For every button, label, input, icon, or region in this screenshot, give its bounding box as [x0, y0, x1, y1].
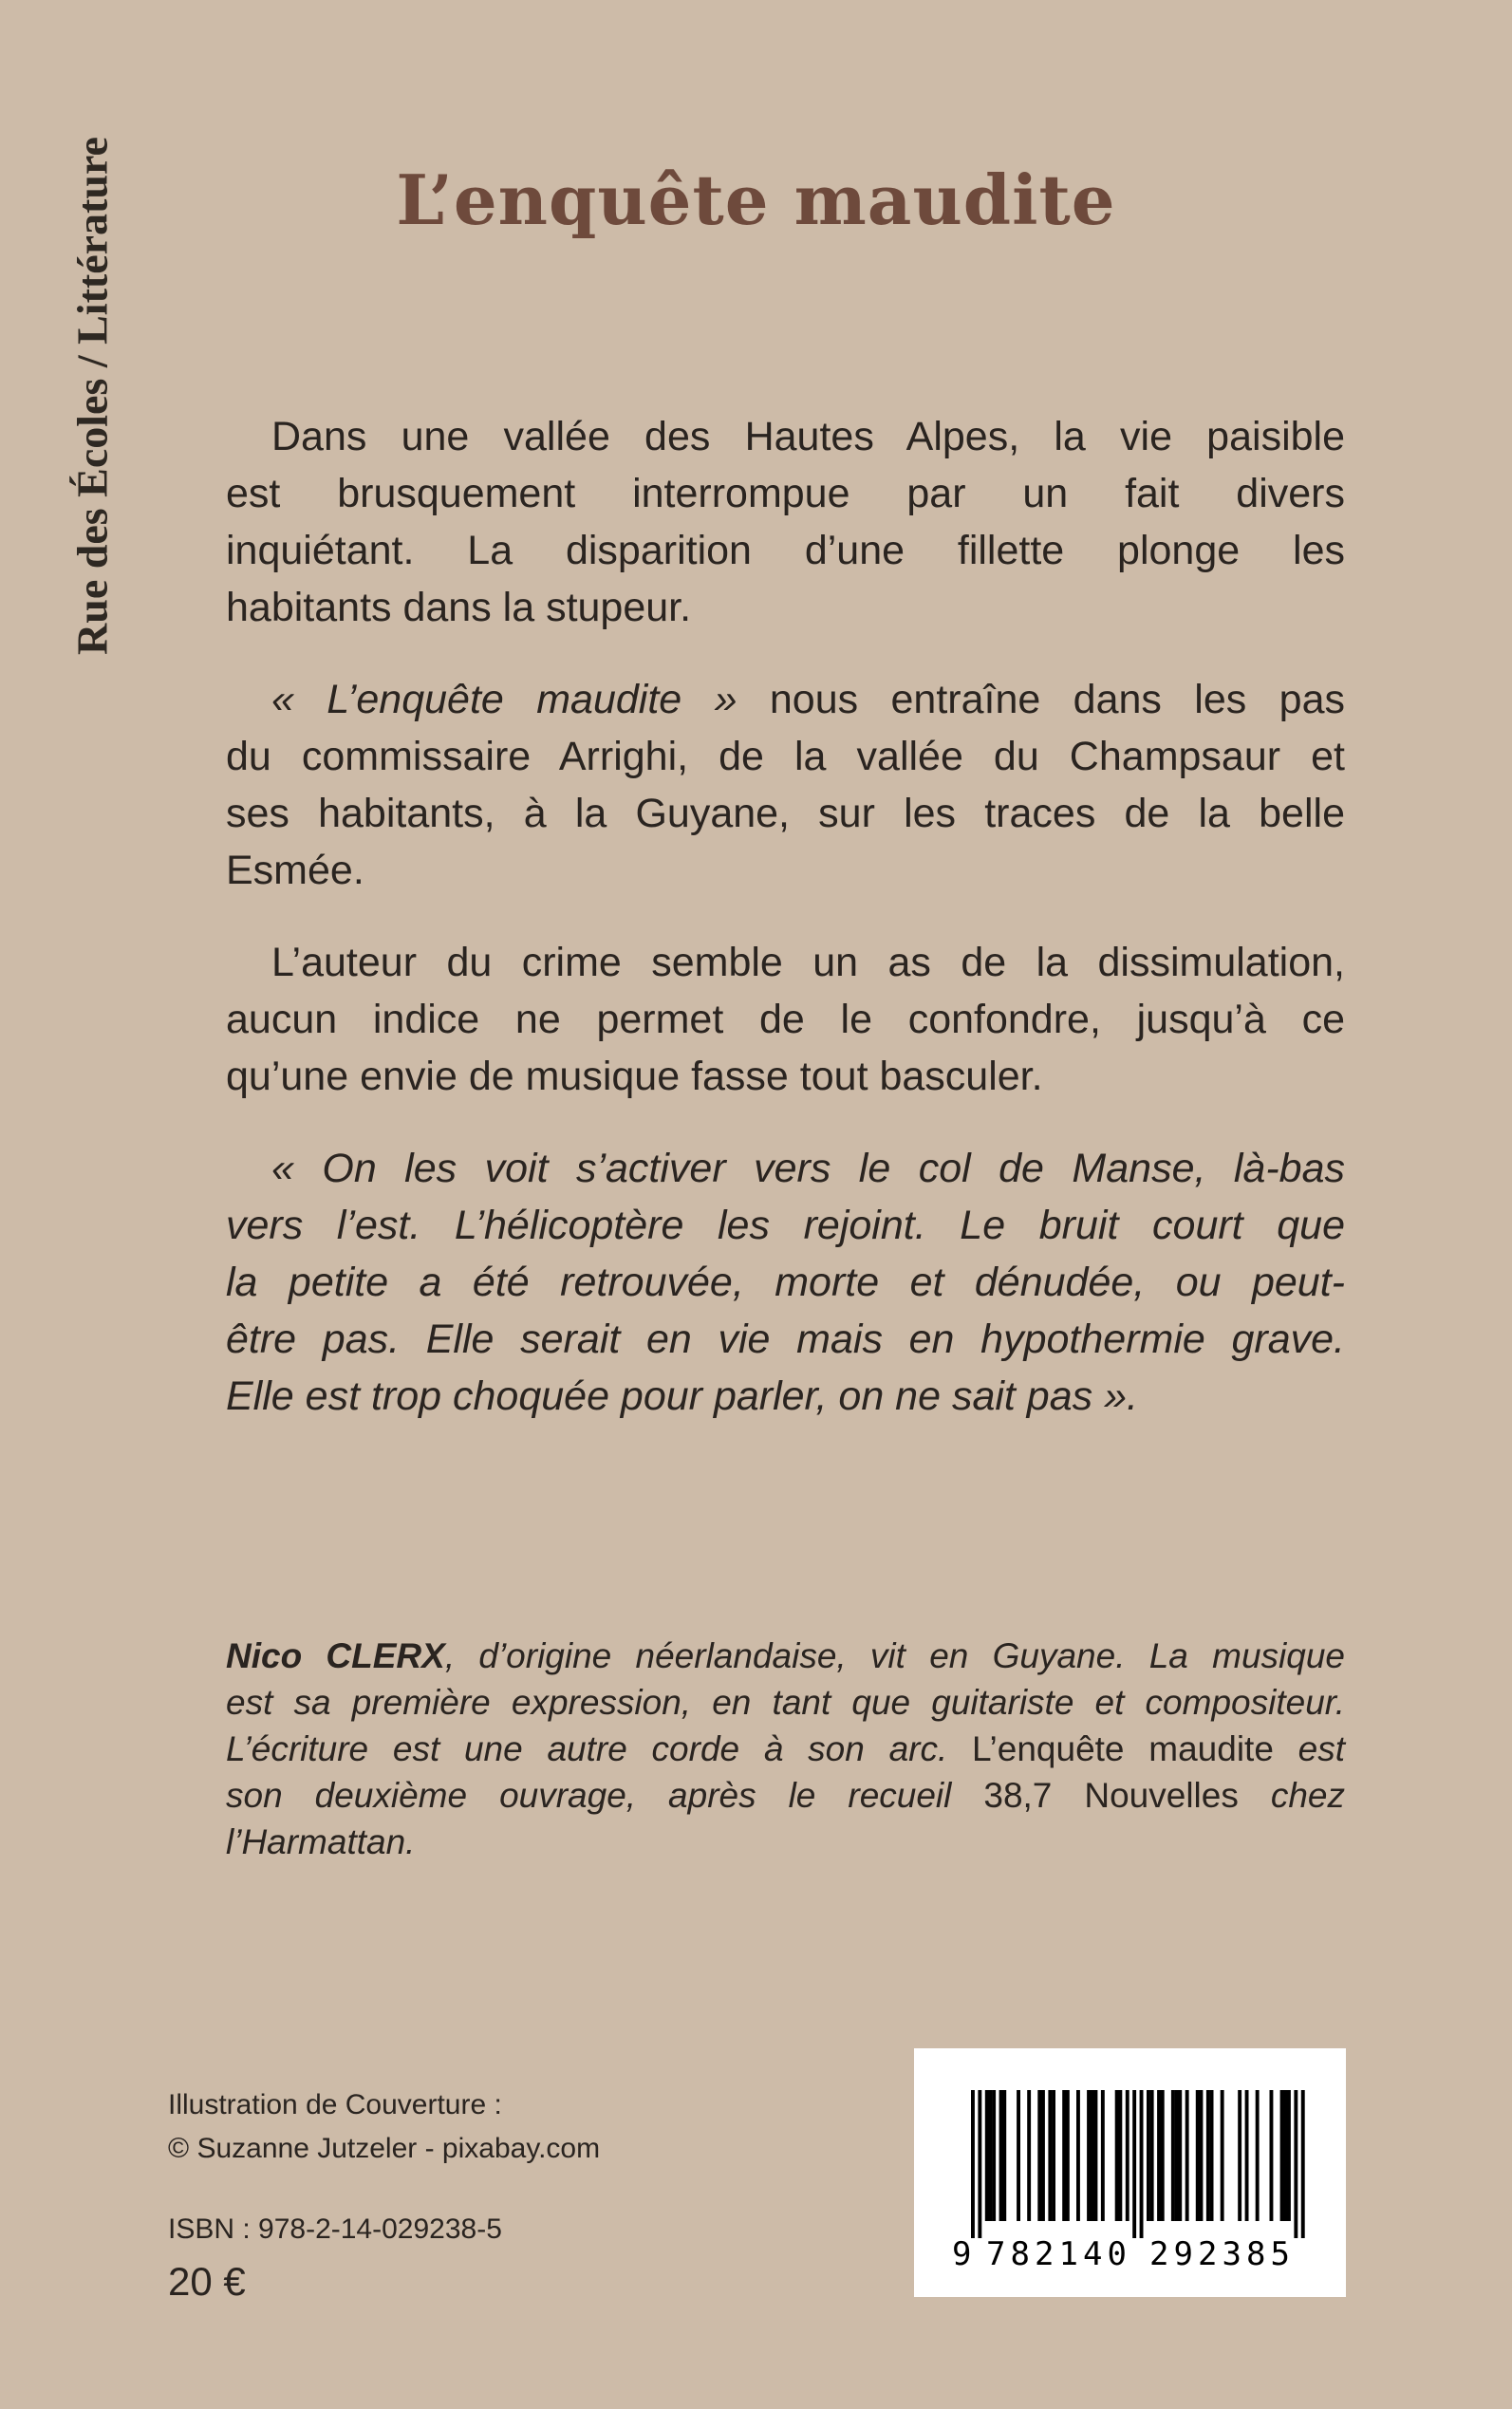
barcode-bar — [1041, 2090, 1045, 2221]
text-segment: nous entraîne dans les pas — [737, 677, 1345, 722]
text-segment: Esmée. — [226, 848, 364, 893]
isbn: ISBN : 978-2-14-029238-5 — [168, 2213, 502, 2245]
text-line — [226, 522, 1345, 579]
text-segment: vers l’est. L’hélicoptère les rejoint. Le bruit court que — [226, 1203, 1345, 1248]
barcode-bar — [989, 2090, 993, 2221]
barcode-first-digit: 9 — [952, 2235, 972, 2273]
author-bio — [226, 1633, 1345, 1865]
barcode-bar — [1118, 2090, 1122, 2221]
paragraph — [226, 1140, 1345, 1425]
barcode-bar — [992, 2090, 996, 2221]
text-line — [226, 1197, 1345, 1254]
text-segment: est brusquement interrompue par un fait divers — [226, 471, 1345, 516]
book-title: L’enquête maudite — [396, 159, 1116, 240]
barcode-bar — [999, 2090, 1003, 2221]
text-segment: est sa première expression, en tant que guitariste et compositeur. — [226, 1683, 1345, 1722]
text-line — [226, 1311, 1345, 1368]
barcode-bar — [1062, 2090, 1066, 2221]
paragraph — [226, 934, 1345, 1105]
barcode-bar — [1017, 2090, 1020, 2221]
barcode-bar — [1283, 2090, 1287, 2221]
text-segment: l’Harmattan. — [226, 1822, 416, 1861]
barcode-bar — [1185, 2090, 1189, 2221]
text-segment: L’auteur du crime semble un as de la dissimulation, — [271, 940, 1345, 985]
barcode-bar — [1126, 2090, 1129, 2221]
barcode-bar — [1161, 2090, 1165, 2221]
text-segment: , d’origine néerlandaise, vit en Guyane. La musique — [444, 1636, 1345, 1675]
barcode-bar — [1270, 2090, 1274, 2221]
barcode-bar — [1238, 2090, 1241, 2221]
barcode-bar — [1206, 2090, 1210, 2221]
text-line — [226, 1048, 1345, 1105]
barcode-bar — [1048, 2090, 1052, 2221]
text-line — [226, 785, 1345, 842]
barcode-bar — [1301, 2090, 1305, 2238]
text-segment: aucun indice ne permet de le confondre, jusqu’à ce — [226, 997, 1345, 1042]
barcode-bar — [1087, 2090, 1091, 2221]
barcode-bar — [1002, 2090, 1006, 2221]
barcode-bar — [1101, 2090, 1105, 2221]
text-line — [226, 1772, 1345, 1819]
barcode-bar — [1115, 2090, 1119, 2221]
barcode-bar — [1076, 2090, 1080, 2221]
text-line — [226, 408, 1345, 465]
barcode — [914, 2048, 1346, 2297]
barcode-bar — [1171, 2090, 1175, 2221]
barcode-bar — [971, 2090, 975, 2238]
text-segment: habitants dans la stupeur. — [226, 585, 692, 630]
text-segment: Elle est trop choquée pour parler, on ne sait pas ». — [226, 1373, 1138, 1419]
barcode-bar — [1245, 2090, 1249, 2221]
barcode-left-digits: 782140 — [986, 2235, 1127, 2273]
barcode-bar — [978, 2090, 981, 2238]
barcode-bar — [1287, 2090, 1291, 2221]
text-segment: 38,7 Nouvelles — [983, 1776, 1239, 1815]
text-segment: chez — [1238, 1776, 1346, 1815]
text-segment: la petite a été retrouvée, morte et dénudée, ou peut- — [226, 1260, 1345, 1305]
barcode-bar — [1132, 2090, 1136, 2238]
cover-credits — [168, 2083, 600, 2171]
text-line — [226, 1140, 1345, 1197]
barcode-bar — [1175, 2090, 1179, 2221]
text-segment: Dans une vallée des Hautes Alpes, la vie paisible — [271, 414, 1345, 459]
text-segment: être pas. Elle serait en vie mais en hypothermie grave. — [226, 1317, 1345, 1362]
text-segment: « On les voit s’activer vers le col de Manse, là-bas — [271, 1146, 1345, 1191]
text-segment: L’écriture est une autre corde à son arc. — [226, 1729, 948, 1768]
paragraph — [226, 408, 1345, 636]
text-line — [226, 1679, 1345, 1726]
barcode-bar — [1037, 2090, 1041, 2221]
text-segment: son deuxième ouvrage, après le recueil — [226, 1776, 984, 1815]
barcode-bar — [1157, 2090, 1161, 2221]
price: 20 € — [168, 2259, 246, 2304]
text-line — [226, 934, 1345, 991]
text-segment: est — [1297, 1729, 1345, 1768]
text-line — [226, 579, 1345, 636]
barcode-bar — [1200, 2090, 1204, 2221]
barcode-bar — [1066, 2090, 1070, 2221]
barcode-right-digits: 292385 — [1149, 2235, 1290, 2273]
text-segment: du commissaire Arrighi, de la vallée du Champsaur et — [226, 734, 1345, 779]
barcode-bar — [1091, 2090, 1094, 2221]
text-line — [226, 842, 1345, 899]
text-line — [226, 728, 1345, 785]
text-line — [226, 1819, 1345, 1865]
barcode-bar — [1150, 2090, 1154, 2221]
barcode-bar — [1027, 2090, 1031, 2221]
barcode-bar — [1178, 2090, 1182, 2221]
credits-label: Illustration de Couverture : — [168, 2089, 502, 2120]
barcode-bar — [1147, 2090, 1150, 2221]
barcode-bar — [1210, 2090, 1214, 2221]
barcode-bar — [1196, 2090, 1200, 2221]
barcode-bar — [1052, 2090, 1055, 2221]
barcode-bar — [985, 2090, 989, 2221]
text-segment: ses habitants, à la Guyane, sur les traces de la belle — [226, 791, 1345, 836]
barcode-bar — [1094, 2090, 1098, 2221]
barcode-bar — [1140, 2090, 1144, 2238]
text-segment: inquiétant. La disparition d’une fillette plonge les — [226, 528, 1345, 573]
barcode-bar — [1256, 2090, 1260, 2221]
text-line — [226, 991, 1345, 1048]
credits-source: © Suzanne Jutzeler - pixabay.com — [168, 2133, 601, 2164]
text-segment: qu’une envie de musique fasse tout basculer. — [226, 1054, 1043, 1099]
barcode-bar — [1280, 2090, 1284, 2221]
barcode-bars — [914, 2048, 1346, 2297]
text-line — [226, 1368, 1345, 1425]
paragraph — [226, 671, 1345, 899]
text-line — [226, 1254, 1345, 1311]
text-segment: « L’enquête maudite » — [271, 677, 737, 722]
barcode-bar — [1294, 2090, 1297, 2238]
text-line — [226, 671, 1345, 728]
spine-collection-label: Rue des Écoles / Littérature — [67, 137, 117, 655]
text-segment: L’enquête maudite — [947, 1729, 1298, 1768]
text-line — [226, 1726, 1345, 1772]
synopsis — [226, 408, 1345, 1460]
text-line — [226, 465, 1345, 522]
text-line — [226, 1633, 1345, 1679]
barcode-bar — [1221, 2090, 1224, 2221]
author-name: Nico CLERX — [226, 1636, 445, 1675]
